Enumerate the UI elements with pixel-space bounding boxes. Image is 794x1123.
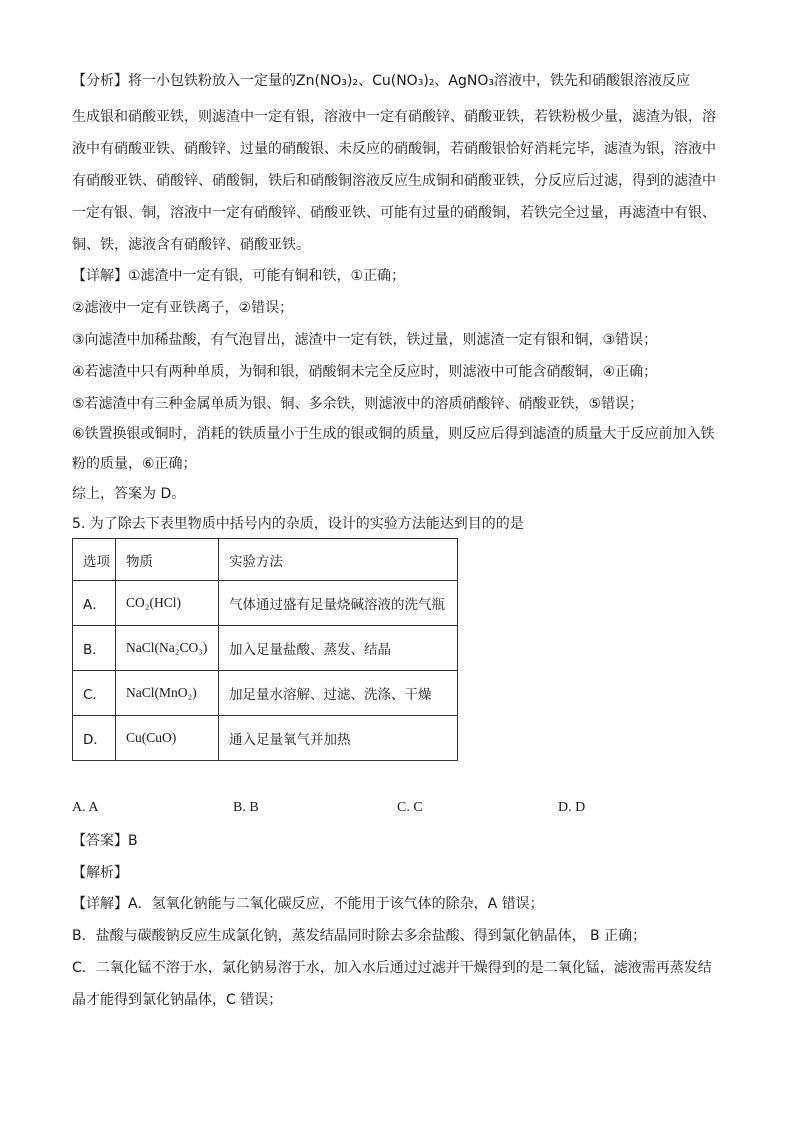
row-substance: NaCl(Na₂CO₃) xyxy=(116,626,219,671)
detail5-line-2: B．盐酸与碳酸钠反应生成氯化钠，蒸发结晶同时除去多余盐酸、得到氯化钠晶体， B 正确； xyxy=(72,928,647,944)
detail4-line-2: ②滤液中一定有亚铁离子，②错误； xyxy=(72,300,294,316)
detail4-line-4: ④若滤渣中只有两种单质，为铜和银，硝酸铜未完全反应时，则滤液中可能含硝酸铜，④正确； xyxy=(72,364,658,380)
analysis-line-4: 有硝酸亚铁、硝酸锌、硝酸铜，铁后和硝酸铜溶液反应生成铜和硝酸亚铁，分反应后过滤，得到的滤渣中 xyxy=(72,173,716,189)
header-option: 选项 xyxy=(73,539,116,581)
options-table xyxy=(72,538,458,761)
detail4-line-1: 【详解】①滤渣中一定有银，可能有铜和铁，①正确； xyxy=(72,268,406,284)
header-substance: 物质 xyxy=(116,539,219,581)
table-row xyxy=(73,626,458,671)
answer-choices xyxy=(0,800,794,820)
analysis-line-1: 【分析】将一小包铁粉放入一定量的Zn(NO₃)₂、Cu(NO₃)₂、AgNO₃溶液中，铁先和硝酸银溶液反应 xyxy=(72,73,690,89)
analysis-line-3: 液中有硝酸亚铁、硝酸锌、过量的硝酸银、未反应的硝酸铜，若硝酸银恰好消耗完毕，滤渣为银，溶液中 xyxy=(72,141,716,157)
analysis-line-2: 生成银和硝酸亚铁，则滤渣中一定有银，溶液中一定有硝酸锌、硝酸亚铁，若铁粉极少量，滤渣为银，溶 xyxy=(72,109,716,125)
row-substance: CO₂(HCl) xyxy=(116,581,219,626)
detail5-line-3: C．二氧化锰不溶于水，氯化钠易溶于水，加入水后通过过滤并干燥得到的是二氧化锰，滤液需再蒸发结 xyxy=(72,960,712,976)
table-row xyxy=(73,581,458,626)
detail4-line-5: ⑤若滤渣中有三种金属单质为银、铜、多余铁，则滤液中的溶质硝酸锌、硝酸亚铁，⑤错误； xyxy=(72,396,644,412)
choice-b: B. B xyxy=(233,800,259,815)
analysis-heading: 【解析】 xyxy=(72,865,128,881)
detail5-line-1: 【详解】A．氢氧化钠能与二氧化碳反应，不能用于该气体的除杂，A 错误； xyxy=(72,896,544,912)
detail5-line-4: 晶才能得到氯化钠晶体，C 错误； xyxy=(72,992,283,1008)
choice-d: D. D xyxy=(558,800,586,815)
row-substance: Cu(CuO) xyxy=(116,716,219,761)
row-option: B． xyxy=(73,626,116,671)
row-option: A． xyxy=(73,581,116,626)
detail4-line-8: 综上，答案为 D。 xyxy=(72,486,186,502)
table-header-row xyxy=(73,539,458,581)
row-substance: NaCl(MnO₂) xyxy=(116,671,219,716)
choice-c: C. C xyxy=(397,800,423,815)
answer-line: 【答案】B xyxy=(72,833,138,849)
detail4-line-3: ③向滤渣中加稀盐酸，有气泡冒出，滤渣中一定有铁，铁过量，则滤渣一定有银和铜，③错误； xyxy=(72,332,658,348)
row-option: D． xyxy=(73,716,116,761)
table-row xyxy=(73,671,458,716)
table-row xyxy=(73,716,458,761)
row-method: 加入足量盐酸、蒸发、结晶 xyxy=(219,626,458,671)
row-method: 气体通过盛有足量烧碱溶液的洗气瓶 xyxy=(219,581,458,626)
detail4-line-7: 粉的质量，⑥正确； xyxy=(72,456,197,472)
choice-a: A. A xyxy=(72,800,99,815)
question5-stem: 5. 为了除去下表里物质中括号内的杂质，设计的实验方法能达到目的的是 xyxy=(72,516,524,532)
row-method: 加足量水溶解、过滤、洗涤、干燥 xyxy=(219,671,458,716)
detail4-line-6: ⑥铁置换银或铜时，消耗的铁质量小于生成的银或铜的质量，则反应后得到滤渣的质量大于反应前加入铁 xyxy=(72,426,715,442)
analysis-line-5: 一定有银、铜，溶液中一定有硝酸锌、硝酸亚铁、可能有过量的硝酸铜，若铁完全过量，再滤渣中有银、 xyxy=(72,205,716,221)
header-method: 实验方法 xyxy=(219,539,458,581)
analysis-line-6: 铜、铁，滤液含有硝酸锌、硝酸亚铁。 xyxy=(72,237,310,253)
row-option: C． xyxy=(73,671,116,716)
row-method: 通入足量氧气并加热 xyxy=(219,716,458,761)
